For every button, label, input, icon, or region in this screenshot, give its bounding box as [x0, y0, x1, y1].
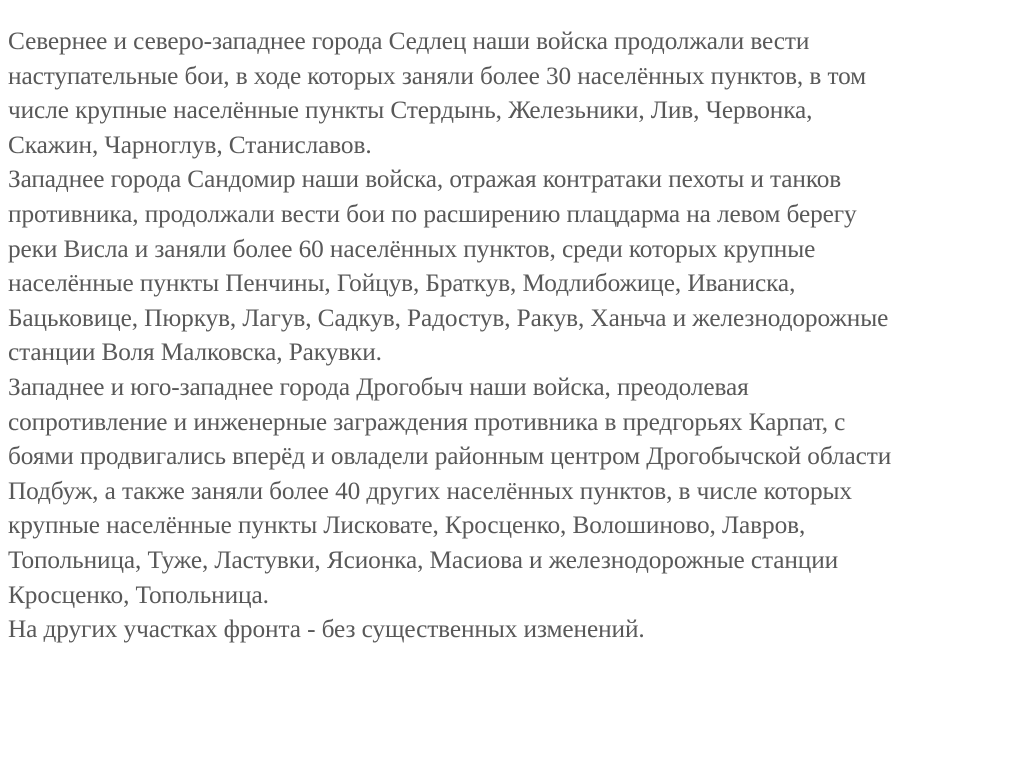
text-line: станции Воля Малковска, Ракувки. [8, 338, 382, 367]
text-line: реки Висла и заняли более 60 населённых пунктов, среди которых крупные [8, 234, 816, 263]
text-line: боями продвигались вперёд и овладели районным центром Дрогобычской области [8, 442, 892, 471]
text-line: Топольница, Туже, Ластувки, Ясионка, Масиова и железнодорожные станции [8, 545, 839, 574]
text-line: Бацьковице, Пюркув, Лагув, Садкув, Радостув, Ракув, Ханьча и железнодорожные [8, 303, 889, 332]
text-line: Скажин, Чарноглув, Станиславов. [8, 130, 372, 159]
report-text [8, 24, 1020, 647]
text-line: сопротивление и инженерные заграждения противника в предгорьях Карпат, с [8, 407, 846, 436]
text-line: Севернее и северо-западнее города Седлец наши войска продолжали вести [8, 27, 810, 55]
text-line: числе крупные населённые пункты Стердынь, Железьники, Лив, Червонка, [8, 96, 813, 125]
text-line: Подбуж, а также заняли более 40 других населённых пунктов, в числе которых [8, 476, 852, 505]
text-line: Западнее и юго-западнее города Дрогобыч наши войска, преодолевая [8, 372, 749, 401]
text-line: противника, продолжали вести бои по расширению плацдарма на левом берегу [8, 199, 857, 228]
text-line: населённые пункты Пенчины, Гойцув, Браткув, Модлибожице, Иваниска, [8, 269, 796, 298]
text-line: Западнее города Сандомир наши войска, отражая контратаки пехоты и танков [8, 165, 842, 194]
text-line: На других участках фронта - без существенных изменений. [8, 615, 645, 644]
text-line: наступательные бои, в ходе которых заняли более 30 населённых пунктов, в том [8, 61, 867, 90]
text-line: Кросценко, Топольница. [8, 580, 269, 609]
text-line: крупные населённые пункты Лисковате, Кросценко, Волошиново, Лавров, [8, 511, 806, 540]
